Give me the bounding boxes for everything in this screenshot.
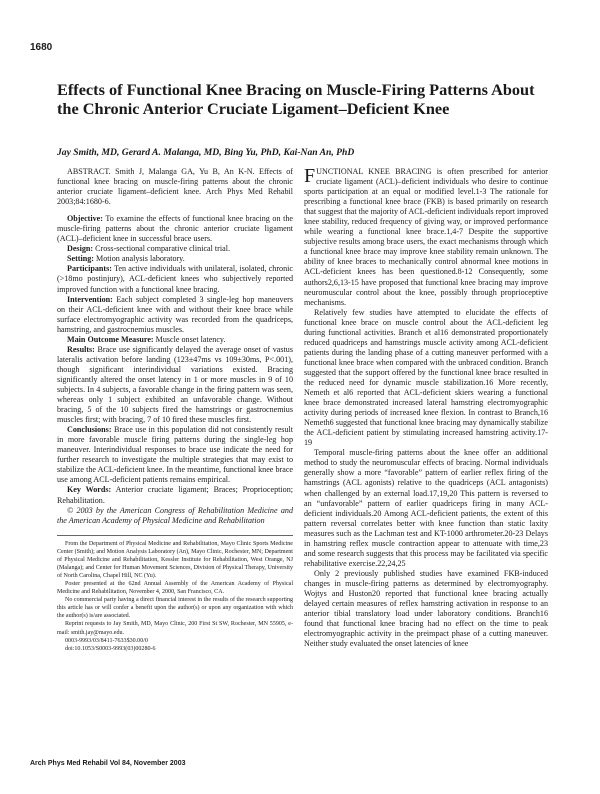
body-paragraph-1 (304, 167, 548, 308)
abstract-citation: Smith J, Malanga GA, Yu B, An K-N. Effects of functional knee bracing on muscle-firing patterns about the chronic anterior cruciate ligament–deficient knee. Arch Phys Med Rehabil 2003;84:1680-6. (57, 167, 293, 207)
participants-label: Participants: (67, 264, 112, 274)
conclusions-text: Brace use in this population did not consistently result in more favorable muscle firing patterns during the single-leg hop maneuver. Interindividual responses to brace use indicate the need for further research to investigate the multiple strategies that may exist to stabilize the ACL-deficient knee. In the meantime, functional knee brace use among ACL-deficient patients remains empirical. (57, 425, 293, 485)
footnote-divider (57, 535, 293, 536)
abstract-conclusions (57, 425, 293, 485)
abstract-intro (57, 167, 293, 207)
conclusions-label: Conclusions: (67, 425, 112, 435)
abstract-intervention (57, 295, 293, 335)
body-paragraph-3: Temporal muscle-firing patterns about the knee offer an additional method to study the neuromuscular effects of bracing. Normal individuals generally show a more “favorable” pattern of earlier reflex firing of the hamstrings (ACL agonists) relative to the quadriceps (ACL antagonists) when challenged by an external load.17,19,20 This pattern is reversed to an “unfavorable” pattern of earlier quadriceps firing in many ACL-deficient individuals.20 Among ACL-deficient patients, the extent of this pattern reversal correlates better with knee function than static laxity measures such as the Lachman test and KT-1000 arthrometer.20-23 Delays in hamstring reflex muscle contraction appear to attenuate with time,23 and some research suggests that this process may be facilitated via specific rehabilitative exercise.22,24,25 (304, 448, 548, 568)
footnote-doi: doi:10.1053/S0003-9993(03)00280-6 (65, 645, 156, 652)
objective-text: To examine the effects of functional knee bracing on the muscle-firing patterns about the chronic anterior cruciate ligament (ACL)–deficient knee in successful brace users. (57, 214, 293, 244)
participants-text: Ten active individuals with unilateral, isolated, chronic (>18mo postinjury), ACL-deficient knees who subjectively reported improved function with a functional knee bracing. (57, 264, 293, 294)
intervention-text: Each subject completed 3 single-leg hop maneuvers on their ACL-deficient knee with and without their knee brace while surface electromyographic activity was recorded from the quadriceps, hamstring, and gastrocnemius muscles. (57, 294, 293, 334)
footnotes (57, 540, 293, 653)
abstract-label: ABSTRACT. (67, 167, 111, 176)
article-title: Effects of Functional Knee Bracing on Muscle-Firing Patterns About the Chronic Anterior Cruciate Ligament–Deficient Knee (57, 80, 535, 118)
footnote-presentation: Poster presented at the 62nd Annual Assembly of the American Academy of Physical Medicine and Rehabilitation, November 4, 2000, San Francisco, CA. (57, 581, 293, 596)
keywords-label: Key Words: (67, 485, 112, 495)
body-column (304, 167, 548, 649)
copyright-notice: © 2003 by the American Congress of Rehabilitation Medicine and the American Academy of Physical Medicine and Rehabilitation (57, 505, 293, 525)
journal-footer: Arch Phys Med Rehabil Vol 84, November 2003 (30, 760, 186, 767)
footnote-issn: 0003-9993/03/8411-7633$30.00/0 (65, 637, 148, 644)
abstract-column (57, 167, 293, 526)
abstract-outcome (57, 335, 293, 345)
page-number: 1680 (30, 42, 53, 53)
body-paragraph-1-text: is often prescribed for anterior cruciate ligament (ACL)–deficient individuals who desire to continue sports participation at an equal or modified level.1-3 The rationale for prescribing a functional knee brace (FKB) is based primarily on research that suggest that the majority of ACL-deficient individuals report improved knee stability, reduced frequency of giving way, or improved performance while wearing a functional knee brace.1,4-7 Despite the supportive subjective results among brace users, the exact mechanisms through which a functional knee brace may improve knee stability remain unknown. The ability of knee braces to mechanically control abnormal knee motions in ACL-deficient knees has been questioned.8-12 Consequently, some authors2,6,13-15 have proposed that functional knee bracing may improve neuromuscular control about the knee, possibly through proprioceptive mechanisms. (304, 167, 548, 307)
outcome-label: Main Outcome Measure: (67, 334, 154, 344)
abstract-objective (57, 214, 293, 244)
drop-cap: F (304, 165, 316, 187)
footnote-disclosure: No commercial party having a direct financial interest in the results of the research supporting this article has or will confer a benefit upon the author(s) or upon any organization with which the author(s) is/are associated. (57, 597, 293, 620)
author-list: Jay Smith, MD, Gerard A. Malanga, MD, Bing Yu, PhD, Kai-Nan An, PhD (57, 147, 355, 158)
setting-label: Setting: (67, 254, 94, 264)
results-text: Brace use significantly delayed the average onset of vastus lateralis activation before landing (123±47ms vs 109±30ms, P<.001), though significant interindividual variations existed. Bracing significantly altered the onset latency in 1 or more muscles in 9 of 10 subjects. In 4 subjects, a favorable change in the firing pattern was seen, whereas only 1 subject exhibited an unfavorable change. Without bracing, 5 of the 10 subjects fired the hamstrings or gastrocnemius muscles first; with bracing, 7 of 10 fired these muscles first. (57, 344, 293, 425)
abstract-design (57, 244, 293, 254)
keywords-text: Anterior cruciate ligament; Braces; Proprioception; Rehabilitation. (57, 485, 293, 505)
abstract-participants (57, 264, 293, 294)
design-label: Design: (67, 244, 94, 254)
setting-text: Motion analysis laboratory. (96, 254, 185, 264)
abstract-setting (57, 254, 293, 264)
abstract-results (57, 345, 293, 425)
footnote-reprints: Reprint requests to Jay Smith, MD, Mayo Clinic, 200 First St SW, Rochester, MN 55905, e-mail: smith.jay@mayo.edu. (57, 621, 293, 636)
lead-small-caps: UNCTIONAL KNEE BRACING (316, 167, 432, 176)
objective-label: Objective: (67, 214, 103, 224)
intervention-label: Intervention: (67, 294, 113, 304)
results-label: Results: (67, 344, 95, 354)
body-paragraph-2: Relatively few studies have attempted to elucidate the effects of functional knee brace on muscle control about the ACL-deficient leg during functional activities. Branch et al16 demonstrated proportionately reduced quadriceps and hamstrings muscle activity among ACL-deficient patients during the landing phase of a cutting maneuver performed with a functional knee brace when compared with the unbraced condition. Branch suggested that the support offered by the functional knee brace resulted in the reduced need for dynamic muscle stabilization.16 More recently, Nemeth et al6 reported that ACL-deficient skiers wearing a functional knee brace demonstrated increased lateral hamstring electromyographic activity during periods of increased knee flexion. In contrast to Branch,16 Nemeth6 suggested that functional knee bracing may dynamically stabilize the ACL-deficient patient by stimulating increased hamstring activity.17-19 (304, 307, 548, 448)
abstract-keywords (57, 485, 293, 505)
outcome-text: Muscle onset latency. (155, 334, 226, 344)
design-text: Cross-sectional comparative clinical trial. (95, 244, 230, 254)
body-paragraph-4: Only 2 previously published studies have examined FKB-induced changes in muscle-firing patterns as determined by electromyography. Wojtys and Huston20 reported that functional knee bracing actually delayed certain measures of reflex hamstring activation in response to an anterior tibial translatory load under laboratory conditions. Branch16 found that functional knee bracing had no effect on the time to peak electromyographic activity in the preimpact phase of a cutting maneuver. Neither study evaluated the onset latencies of knee (304, 568, 548, 649)
footnote-affiliations: From the Department of Physical Medicine and Rehabilitation, Mayo Clinic Sports Medicine Center (Smith); and Motion Analysis Laboratory (An), Mayo Clinic, Rochester, MN; Department of Physical Medicine and Rehabilitation, Kessler Institute for Rehabilitation, West Orange, NJ (Malanga); and Center for Human Movement Sciences, Division of Physical Therapy, University of North Carolina, Chapel Hill, NC (Yu). (57, 541, 293, 580)
